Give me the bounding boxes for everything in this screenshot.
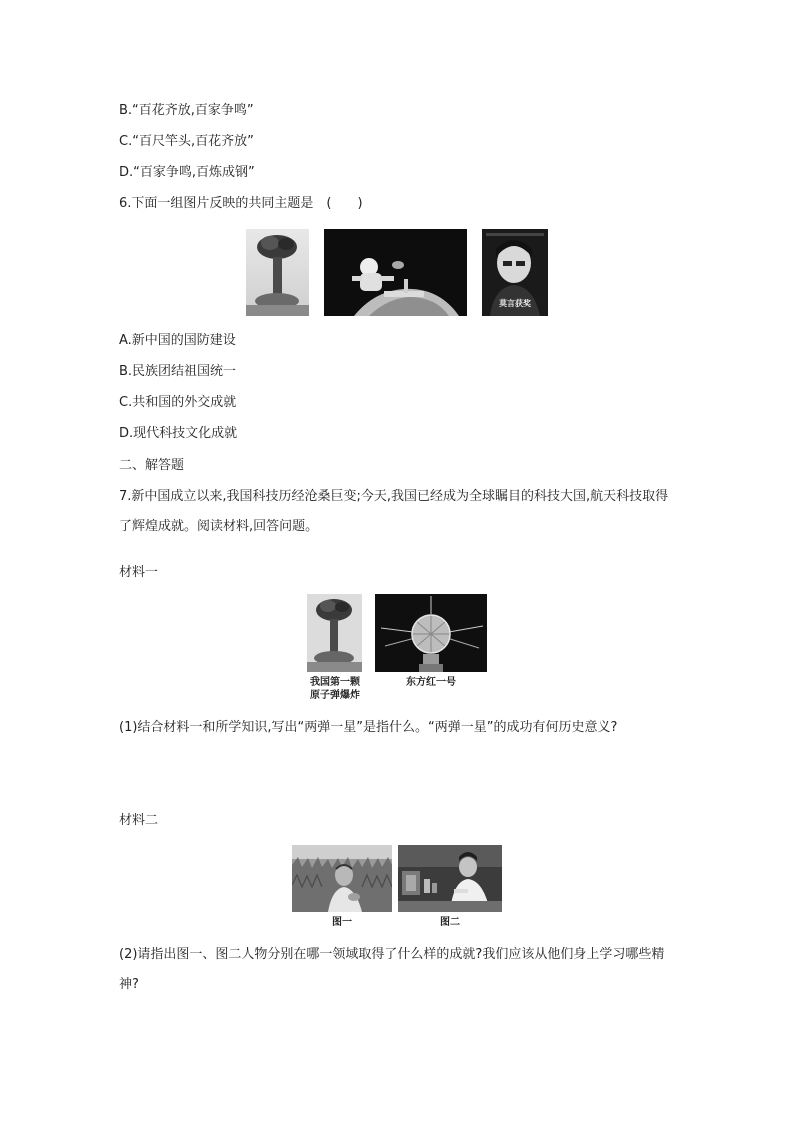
mushroom-cloud-photo — [246, 229, 309, 316]
q7-sub2: (2)请指出图一、图二人物分别在哪一领域取得了什么样的成就?我们应该从他们身上学习哪些精神? — [119, 947, 665, 992]
atomic-bomb-photo — [307, 594, 362, 672]
q6-stem: 6.下面一组图片反映的共同主题是 ( ) — [119, 196, 363, 211]
q7-sub1: (1)结合材料一和所学知识,写出“两弹一星”是指什么。“两弹一星”的成功有何历史意义? — [119, 720, 618, 735]
rice-field-photo — [292, 845, 392, 912]
mo-yan-caption: 莫言获奖 — [499, 298, 531, 308]
bomb-caption-line2: 原子弹爆炸 — [310, 690, 360, 701]
bomb-caption-line1: 我国第一颗 — [310, 677, 360, 688]
q5-option-b: B.“百花齐放,百家争鸣” — [119, 103, 254, 118]
fig2-caption: 图二 — [440, 917, 460, 928]
material2-label: 材料二 — [119, 813, 159, 828]
section-title: 二、解答题 — [119, 458, 185, 473]
satellite-photo — [375, 594, 487, 672]
q6-option-b: B.民族团结祖国统一 — [119, 364, 237, 379]
fig1-caption: 图一 — [332, 917, 352, 928]
satellite-caption: 东方红一号 — [406, 677, 456, 688]
q7-intro: 7.新中国成立以来,我国科技历经沧桑巨变;今天,我国已经成为全球瞩目的科技大国,航天科技取得了辉煌成就。阅读材料,回答问题。 — [119, 489, 669, 534]
q6-option-a: A.新中国的国防建设 — [119, 333, 236, 348]
q5-option-c: C.“百尺竿头,百花齐放” — [119, 134, 254, 149]
mo-yan-photo — [482, 229, 548, 316]
q6-option-d: D.现代科技文化成就 — [119, 426, 238, 441]
q5-option-d: D.“百家争鸣,百炼成钢” — [119, 165, 255, 180]
material1-label: 材料一 — [119, 565, 159, 580]
laboratory-photo — [398, 845, 502, 912]
q6-option-c: C.共和国的外交成就 — [119, 395, 237, 410]
spacewalk-photo — [324, 229, 467, 316]
